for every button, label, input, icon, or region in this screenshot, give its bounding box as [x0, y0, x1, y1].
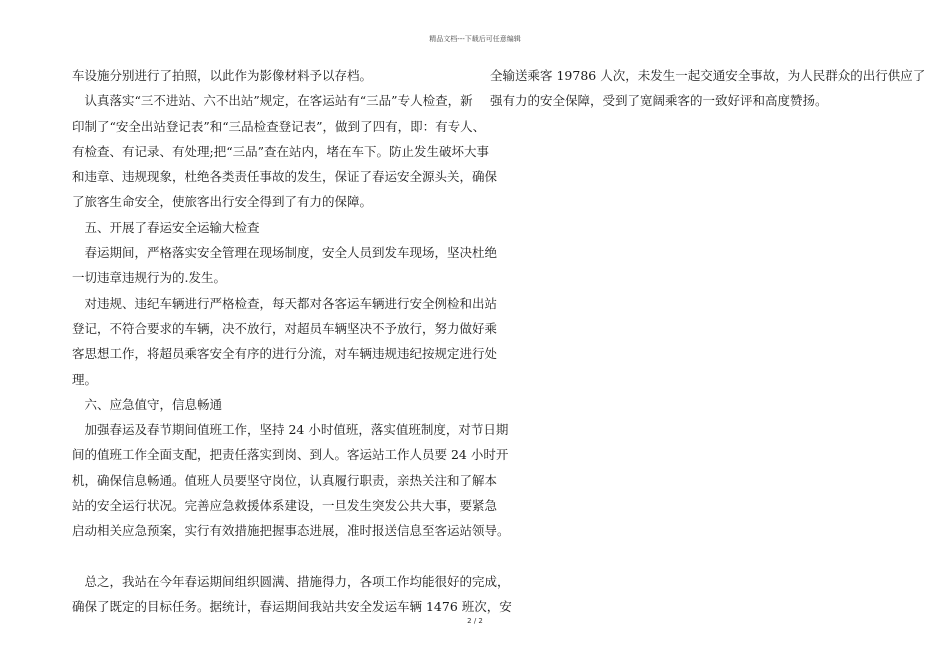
- text-line: 印制了“安全出站登记表”和“三品检查登记表”，做到了四有，即：有专人、: [72, 118, 486, 134]
- text-line: 机，确保信息畅通。值班人员要坚守岗位，认真履行职责，亲热关注和了解本: [72, 472, 498, 488]
- section-heading-5: 五、开展了春运安全运输大检查: [72, 219, 260, 235]
- text-line: 有检查、有记录、有处理;把“三品”查在站内，堵在车下。防止发生破坏大事: [72, 143, 489, 159]
- text-line: 启动相关应急预案，实行有效措施把握事态进展，准时报送信息至客运站领导。: [72, 523, 510, 539]
- right-column: [490, 63, 926, 114]
- page-number: 2 / 2: [467, 617, 483, 625]
- section-heading-6: 六、应急值守，信息畅通: [72, 396, 223, 412]
- text-line: 强有力的安全保障，受到了宽阔乘客的一致好评和高度赞扬。: [490, 93, 828, 109]
- left-column: [72, 63, 512, 620]
- text-line: 站的安全运行状况。完善应急救援体系建设，一旦发生突发公共大事，要紧急: [72, 498, 498, 514]
- text-line: 对违规、违纪车辆进行严格检查，每天都对各客运车辆进行安全例检和出站: [72, 295, 498, 311]
- text-line: 间的值班工作全面支配，把责任落实到岗、到人。客运站工作人员要 24 小时开: [72, 447, 509, 463]
- text-line: 春运期间，严格落实安全管理在现场制度，安全人员到发车现场，坚决杜绝: [72, 245, 498, 261]
- text-line: 加强春运及春节期间值班工作，坚持 24 小时值班，落实值班制度，对节日期: [72, 422, 509, 438]
- text-line: 理。: [72, 371, 98, 387]
- paragraph-gap: [72, 544, 464, 569]
- text-line: 登记，不符合要求的车辆，决不放行，对超员车辆坚决不予放行，努力做好乘: [72, 320, 498, 336]
- text-line: 和违章、违规现象，杜绝各类责任事故的发生，保证了春运安全源头关，确保: [72, 169, 498, 185]
- closing-line: 总之，我站在今年春运期间组织圆满、措施得力，各项工作均能很好的完成，: [72, 573, 510, 589]
- closing-line: 确保了既定的目标任务。据统计，春运期间我站共安全发运车辆 1476 班次，安: [72, 599, 512, 615]
- text-line: 全输送乘客 19786 人次，未发生一起交通安全事故，为人民群众的出行供应了: [490, 68, 926, 83]
- text-line: 了旅客生命安全，使旅客出行安全得到了有力的保障。: [72, 194, 373, 210]
- text-line: 一切违章违规行为的.发生。: [72, 270, 226, 286]
- text-line: 认真落实“三不进站、六不出站”规定，在客运站有“三品”专人检查，新: [72, 93, 473, 109]
- page-header: 精品文档---下载后可任意编辑: [429, 35, 521, 43]
- text-line: 车设施分别进行了拍照，以此作为影像材料予以存档。: [72, 68, 373, 83]
- text-line: 客思想工作，将超员乘客安全有序的进行分流，对车辆违规违纪按规定进行处: [72, 346, 498, 362]
